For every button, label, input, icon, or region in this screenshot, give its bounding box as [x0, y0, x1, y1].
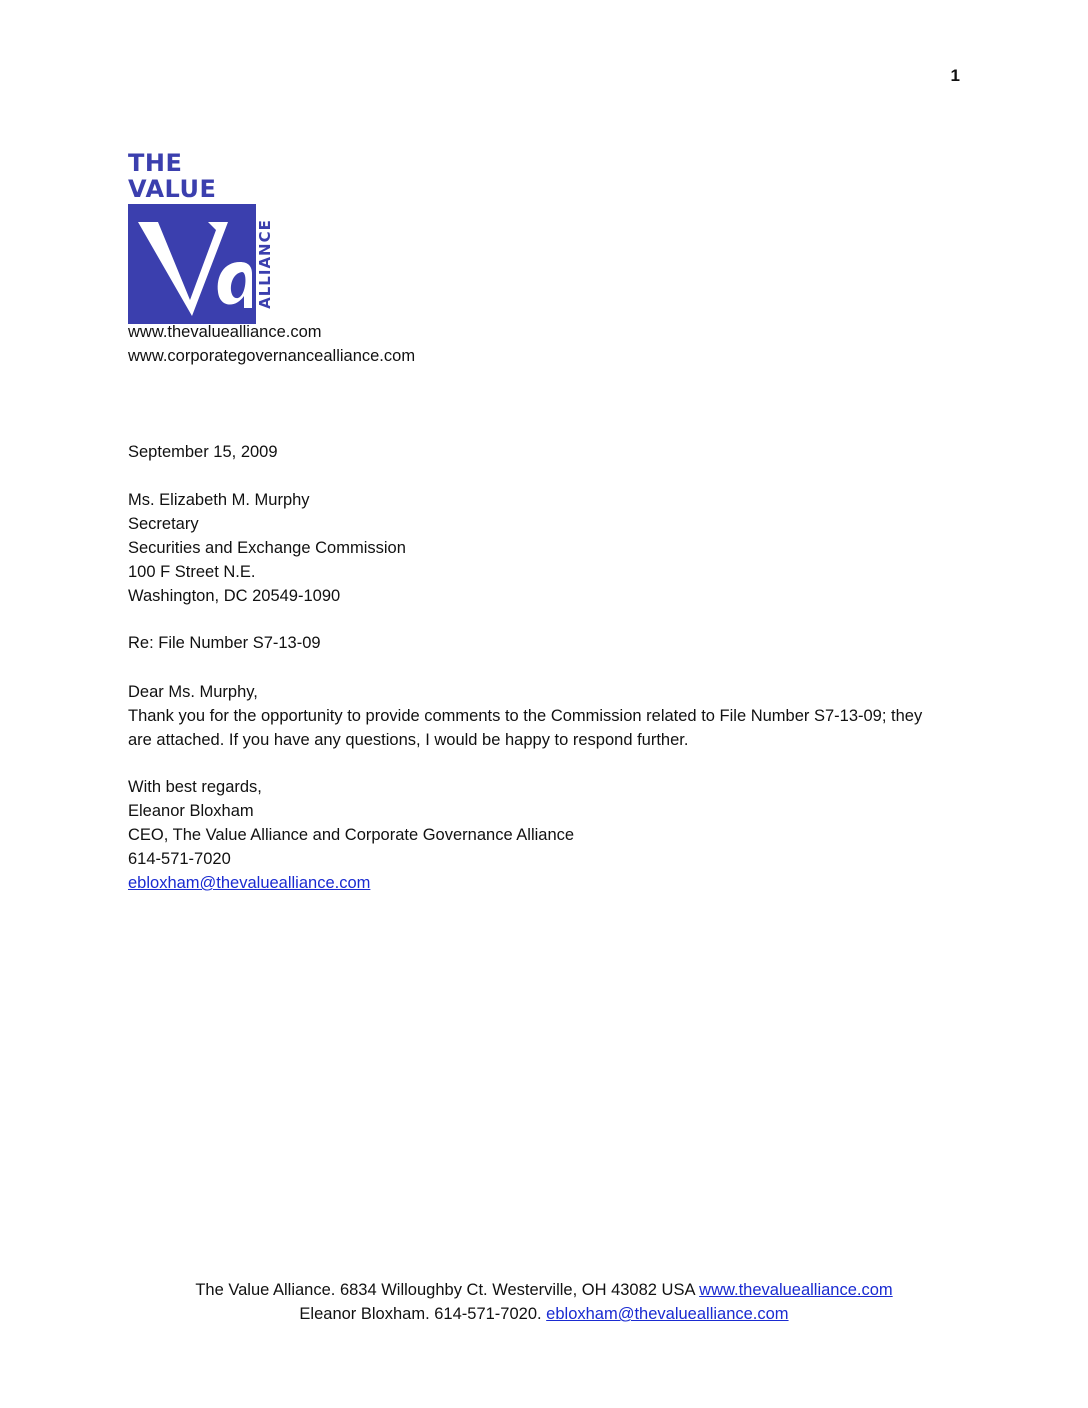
signer-title: CEO, The Value Alliance and Corporate Governance Alliance — [128, 826, 575, 844]
footer-address: The Value Alliance. 6834 Willoughby Ct. Westerville, OH 43082 USA — [195, 1281, 700, 1299]
recipient-name: Ms. Elizabeth M. Murphy — [128, 491, 310, 509]
recipient-address — [128, 488, 406, 608]
recipient-title: Secretary — [128, 515, 199, 533]
footer-line-1 — [0, 1278, 1088, 1302]
letter-body — [128, 680, 948, 752]
website-urls — [128, 320, 415, 368]
footer-contact: Eleanor Bloxham. 614-571-7020. — [299, 1305, 547, 1323]
body-paragraph: Thank you for the opportunity to provide comments to the Commission related to File Number S7-13-09; they are attached. If you have any questions, I would be happy to respond further. — [128, 707, 923, 749]
letter-date: September 15, 2009 — [128, 443, 278, 461]
logo-side-text: ALLIANCE — [256, 219, 274, 309]
signer-phone: 614-571-7020 — [128, 850, 231, 868]
footer-line-2 — [0, 1302, 1088, 1326]
logo-title: THE VALUE — [128, 149, 217, 203]
signature-block — [128, 775, 574, 895]
closing: With best regards, — [128, 778, 262, 796]
salutation: Dear Ms. Murphy, — [128, 683, 258, 701]
logo-mark — [128, 204, 274, 324]
recipient-street: 100 F Street N.E. — [128, 563, 256, 581]
url-corporate-governance: www.corporategovernancealliance.com — [128, 347, 416, 365]
subject-line: Re: File Number S7-13-09 — [128, 634, 321, 652]
logo-va-emblem — [128, 204, 256, 324]
company-logo — [128, 150, 276, 324]
footer-email-link[interactable]: ebloxham@thevaluealliance.com — [546, 1305, 789, 1323]
page-footer — [0, 1278, 1088, 1326]
page-number: 1 — [950, 66, 960, 85]
footer-website-link[interactable]: www.thevaluealliance.com — [699, 1281, 893, 1299]
url-value-alliance: www.thevaluealliance.com — [128, 323, 322, 341]
signer-email-link[interactable]: ebloxham@thevaluealliance.com — [128, 874, 371, 892]
recipient-org: Securities and Exchange Commission — [128, 539, 406, 557]
signer-name: Eleanor Bloxham — [128, 802, 254, 820]
recipient-city: Washington, DC 20549-1090 — [128, 587, 341, 605]
